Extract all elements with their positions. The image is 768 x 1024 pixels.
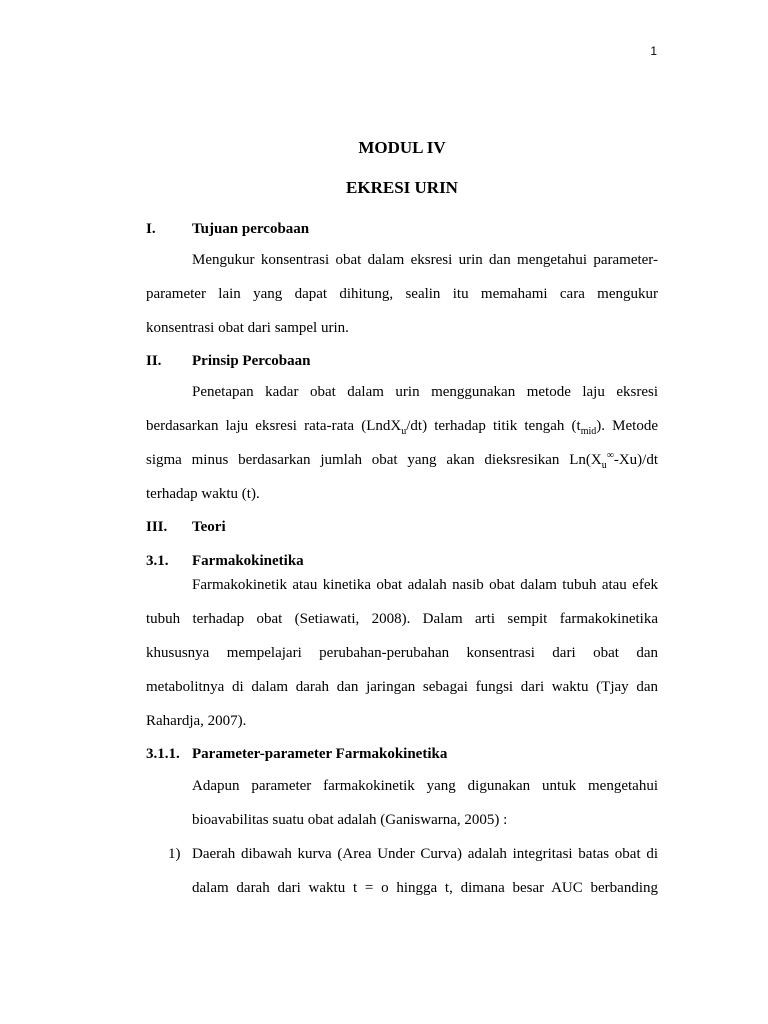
text-segment: -Xu)/dt xyxy=(613,452,658,468)
paragraph-line: Rahardja, 2007). xyxy=(146,713,247,729)
text-segment: sigma minus berdasarkan jumlah obat yang akan dieksresikan Ln(X xyxy=(146,452,602,468)
section-number: 3.1. xyxy=(146,553,169,569)
list-item-line: Daerah dibawah kurva (Area Under Curva) adalah integritasi batas obat di xyxy=(192,846,658,862)
paragraph-line: Mengukur konsentrasi obat dalam eksresi urin dan mengetahui parameter- xyxy=(192,252,658,268)
paragraph-line: bioavabilitas suatu obat adalah (Ganiswarna, 2005) : xyxy=(192,812,508,828)
section-number: I. xyxy=(146,221,156,237)
paragraph-line: Penetapan kadar obat dalam urin menggunakan metode laju eksresi xyxy=(192,384,658,400)
subscript: mid xyxy=(580,426,597,437)
section-title: Farmakokinetika xyxy=(192,553,304,569)
paragraph-line: konsentrasi obat dari sampel urin. xyxy=(146,320,349,336)
text-segment: berdasarkan laju eksresi rata-rata (LndX xyxy=(146,418,402,434)
paragraph-line: Adapun parameter farmakokinetik yang digunakan untuk mengetahui xyxy=(192,778,658,794)
paragraph-line xyxy=(146,450,658,470)
section-heading-parameter xyxy=(146,744,658,764)
section-title: Tujuan percobaan xyxy=(192,221,310,237)
document-title: MODUL IV xyxy=(358,138,446,157)
paragraph-line: tubuh terhadap obat (Setiawati, 2008). Dalam arti sempit farmakokinetika xyxy=(146,611,658,627)
section-heading-farmakokinetika xyxy=(146,551,658,571)
section-number: II. xyxy=(146,353,162,369)
paragraph-line: parameter lain yang dapat dihitung, sealin itu memahami cara mengukur xyxy=(146,286,658,302)
paragraph-line: metabolitnya di dalam darah dan jaringan sebagai fungsi dari waktu (Tjay dan xyxy=(146,679,658,695)
paragraph-line: Farmakokinetik atau kinetika obat adalah nasib obat dalam tubuh atau efek xyxy=(192,577,658,593)
list-item-number: 1) xyxy=(168,846,181,862)
section-heading-prinsip xyxy=(146,351,658,371)
section-title: Prinsip Percobaan xyxy=(192,353,311,369)
section-number: 3.1.1. xyxy=(146,746,180,762)
paragraph-line: khususnya mempelajari perubahan-perubahan konsentrasi dari obat dan xyxy=(146,645,658,661)
section-heading-tujuan xyxy=(146,219,658,239)
paragraph-line xyxy=(146,416,658,436)
list-item-line: dalam darah dari waktu t = o hingga t, dimana besar AUC berbanding xyxy=(192,880,658,896)
paragraph-line: terhadap waktu (t). xyxy=(146,486,260,502)
text-segment: ). Metode xyxy=(596,418,659,434)
page-number: 1 xyxy=(650,44,657,58)
section-title: Teori xyxy=(192,519,226,535)
superscript: ∞ xyxy=(606,450,614,461)
text-segment: /dt) terhadap titik tengah (t xyxy=(406,418,581,434)
subscript: u xyxy=(601,460,607,471)
section-number: III. xyxy=(146,519,168,535)
subscript: u xyxy=(401,426,407,437)
section-heading-teori xyxy=(146,517,658,537)
section-title: Parameter-parameter Farmakokinetika xyxy=(192,746,448,762)
document-subtitle: EKRESI URIN xyxy=(346,178,458,197)
